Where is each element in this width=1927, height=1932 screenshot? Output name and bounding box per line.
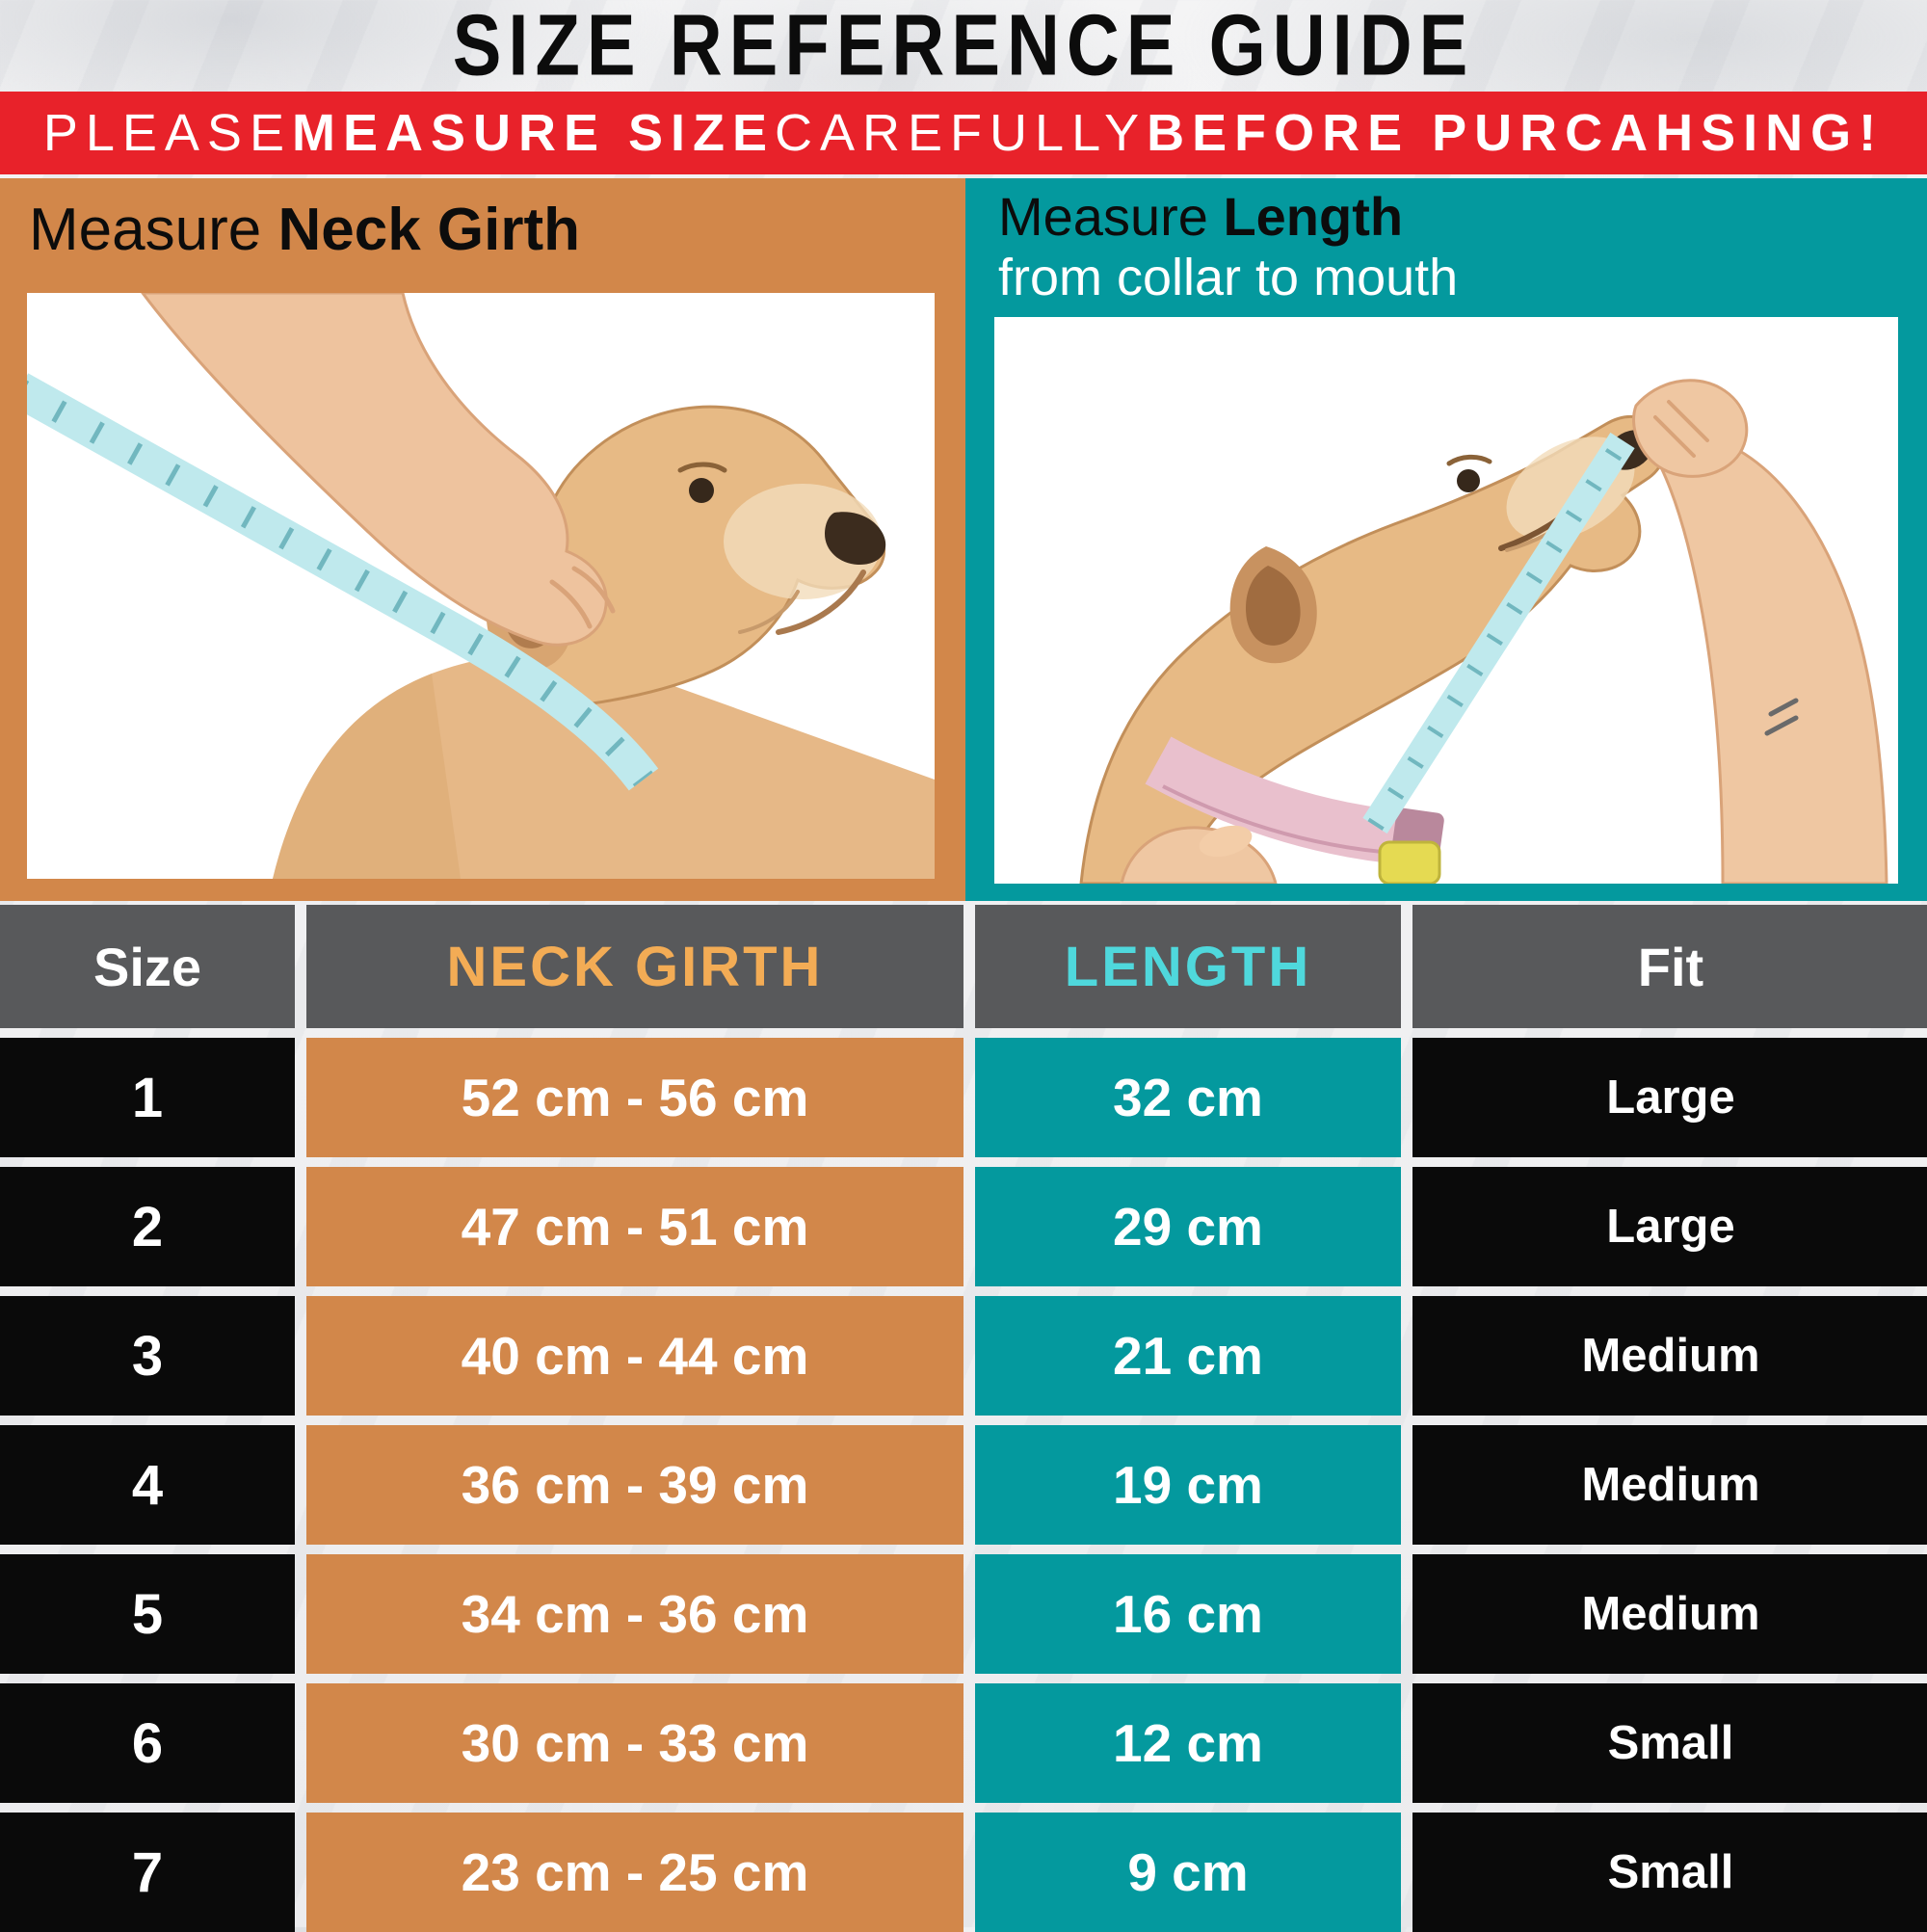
length-heading-regular: Measure xyxy=(998,186,1224,247)
length-cell: 29 cm xyxy=(975,1167,1401,1286)
size-cell: 1 xyxy=(0,1038,295,1157)
fit-cell: Large xyxy=(1412,1167,1927,1286)
length-heading xyxy=(998,188,1403,245)
warning-text-part2: MEASURE SIZE xyxy=(291,104,776,162)
warning-text-part3: CAREFULLY xyxy=(775,104,1148,162)
size-cell: 3 xyxy=(0,1296,295,1416)
length-cell: 16 cm xyxy=(975,1554,1401,1674)
length-photo xyxy=(994,317,1898,884)
neck-girth-panel xyxy=(0,178,965,901)
fit-cell: Medium xyxy=(1412,1554,1927,1674)
page-title: SIZE REFERENCE GUIDE xyxy=(452,0,1475,94)
dog-neck-measure-illustration xyxy=(27,293,935,879)
length-heading-bold: Length xyxy=(1223,186,1404,247)
size-table xyxy=(0,905,1927,1932)
dog-length-measure-illustration xyxy=(994,317,1898,884)
length-cell: 21 cm xyxy=(975,1296,1401,1416)
length-panel xyxy=(965,178,1927,901)
neck-girth-photo xyxy=(27,293,935,879)
header-fit: Fit xyxy=(1412,905,1927,1028)
fit-cell: Large xyxy=(1412,1038,1927,1157)
neck-girth-cell: 52 cm - 56 cm xyxy=(306,1038,964,1157)
header-length: LENGTH xyxy=(975,905,1401,1028)
neck-girth-cell: 47 cm - 51 cm xyxy=(306,1167,964,1286)
warning-text-part1: PLEASE xyxy=(42,104,292,162)
length-cell: 19 cm xyxy=(975,1425,1401,1545)
header-neck-girth: NECK GIRTH xyxy=(306,905,964,1028)
neck-girth-cell: 34 cm - 36 cm xyxy=(306,1554,964,1674)
warning-banner xyxy=(0,92,1927,174)
size-cell: 6 xyxy=(0,1683,295,1803)
length-heading-line2: from collar to mouth xyxy=(998,249,1459,306)
neck-girth-cell: 36 cm - 39 cm xyxy=(306,1425,964,1545)
length-cell: 32 cm xyxy=(975,1038,1401,1157)
fit-cell: Small xyxy=(1412,1683,1927,1803)
header-size: Size xyxy=(0,905,295,1028)
fit-cell: Small xyxy=(1412,1813,1927,1932)
size-cell: 7 xyxy=(0,1813,295,1932)
size-cell: 2 xyxy=(0,1167,295,1286)
neck-girth-heading xyxy=(29,196,580,264)
instruction-panels xyxy=(0,178,1927,901)
length-cell: 9 cm xyxy=(975,1813,1401,1932)
neck-girth-cell: 30 cm - 33 cm xyxy=(306,1683,964,1803)
size-cell: 4 xyxy=(0,1425,295,1545)
neck-girth-heading-bold: Neck Girth xyxy=(277,197,580,263)
neck-girth-heading-regular: Measure xyxy=(29,197,278,263)
warning-text-part4: BEFORE PURCAHSING! xyxy=(1147,104,1885,162)
fit-cell: Medium xyxy=(1412,1296,1927,1416)
neck-girth-cell: 23 cm - 25 cm xyxy=(306,1813,964,1932)
neck-girth-cell: 40 cm - 44 cm xyxy=(306,1296,964,1416)
length-cell: 12 cm xyxy=(975,1683,1401,1803)
size-cell: 5 xyxy=(0,1554,295,1674)
header xyxy=(0,0,1927,92)
fit-cell: Medium xyxy=(1412,1425,1927,1545)
